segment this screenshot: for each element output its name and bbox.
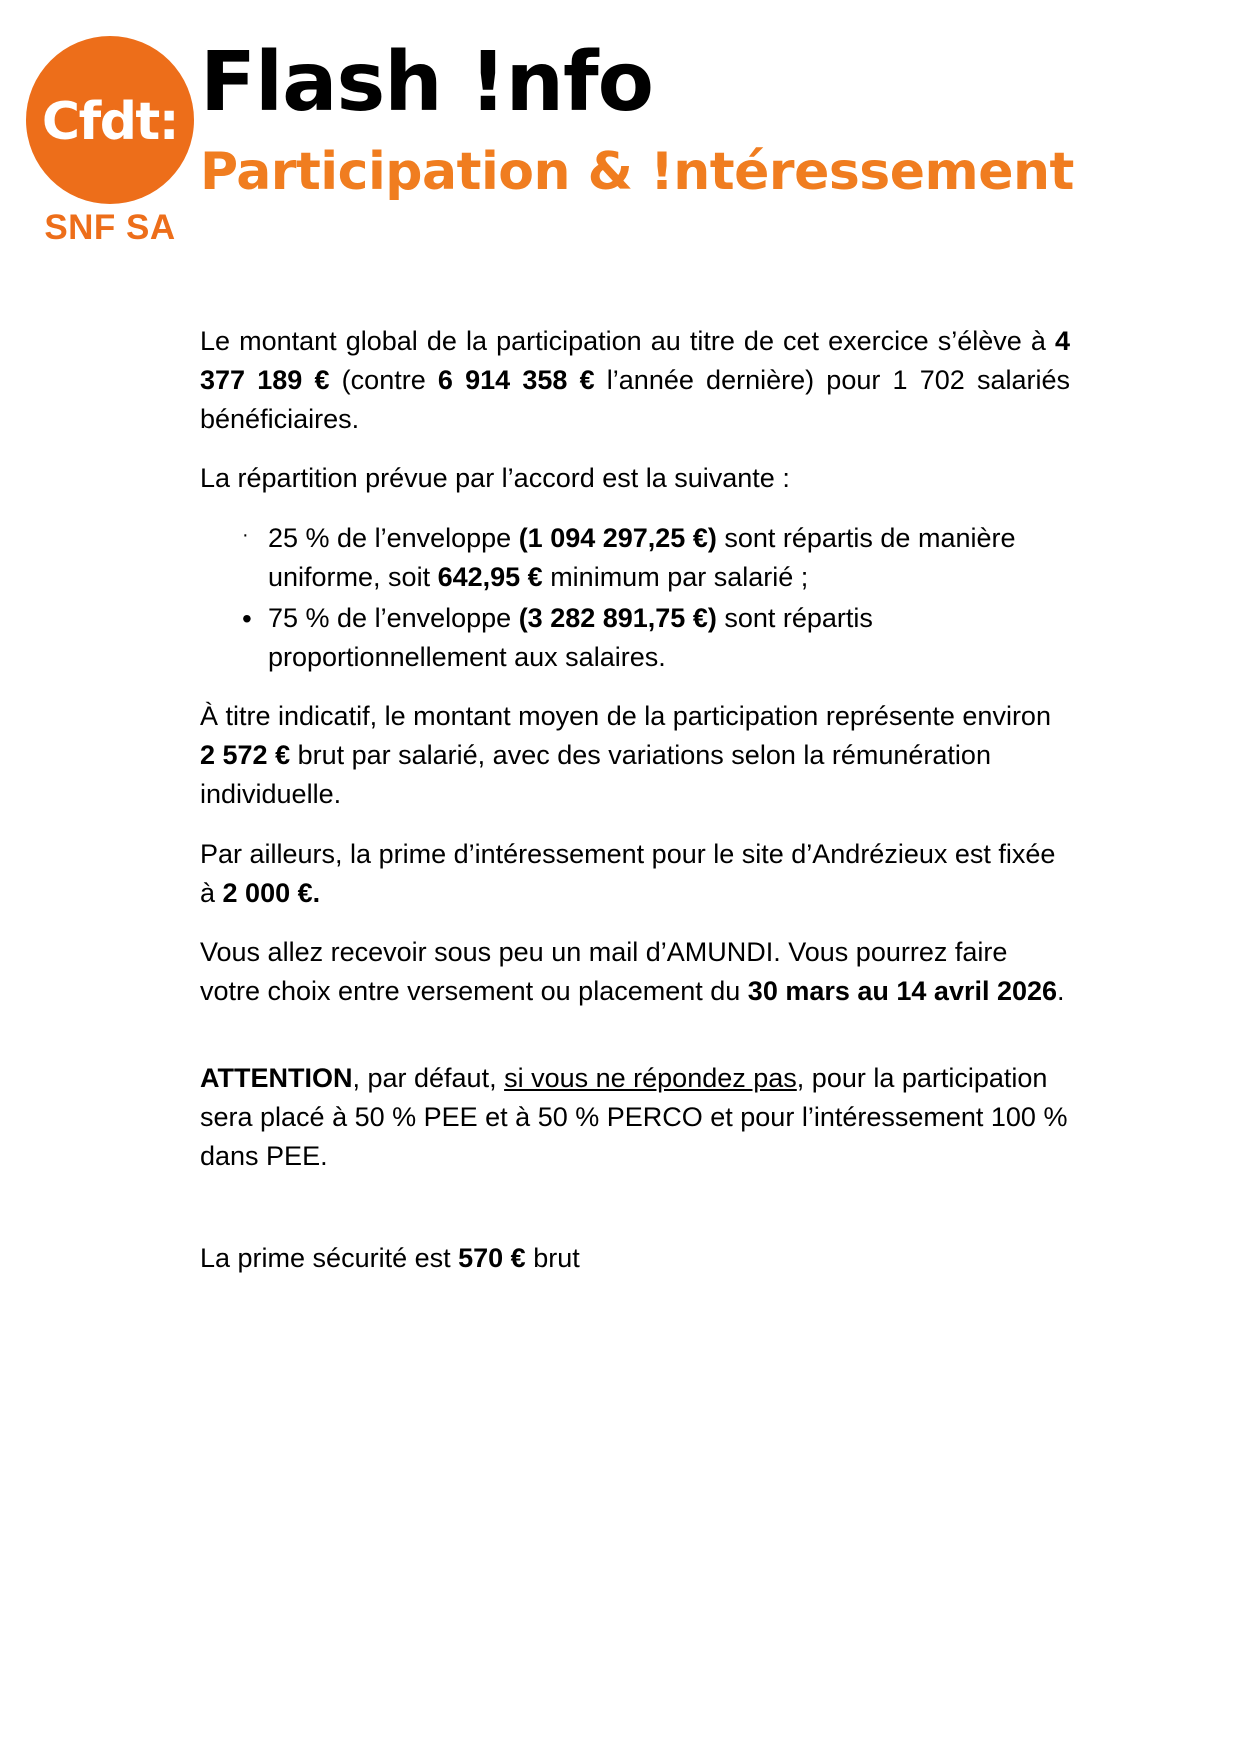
list-item bbox=[200, 599, 1070, 677]
amount-uniform-envelope: (1 094 297,25 €) bbox=[518, 522, 717, 553]
text-segment: minimum par salarié ; bbox=[542, 561, 809, 592]
amount-safety-bonus: 570 € bbox=[458, 1242, 526, 1273]
document-header bbox=[0, 0, 1240, 300]
paragraph-attention-default bbox=[200, 1059, 1070, 1176]
list-item bbox=[200, 519, 1070, 597]
text-segment: , pour la participation sera placé à 50 % PEE et à 50 % PERCO et pour l’intéressement 100 % dans PEE. bbox=[200, 1063, 1068, 1172]
text-segment: . bbox=[1057, 975, 1065, 1006]
text-segment: La répartition prévue par l’accord est la suivante : bbox=[200, 463, 790, 494]
text-segment: Vous allez recevoir sous peu un mail d’AMUNDI. Vous pourrez faire votre choix entre versement ou placement du bbox=[200, 936, 1008, 1006]
title-block bbox=[200, 35, 1210, 203]
paragraph-average-amount bbox=[200, 697, 1070, 814]
amount-uniform-minimum: 642,95 € bbox=[437, 561, 543, 592]
amount-current-year: 4 377 189 € bbox=[200, 326, 1070, 396]
cfdt-logo-block bbox=[20, 36, 200, 245]
paragraph-participation-total bbox=[200, 322, 1070, 439]
text-segment: La prime sécurité est bbox=[200, 1242, 459, 1273]
amount-interessement-bonus: 2 000 €. bbox=[222, 877, 321, 908]
text-segment: Par ailleurs, la prime d’intéressement pour le site d’Andrézieux est fixée à bbox=[200, 838, 1056, 908]
text-segment: l’année dernière) pour 1 702 salariés bénéficiaires. bbox=[200, 365, 1070, 435]
amount-average-per-employee: 2 572 € bbox=[200, 740, 291, 771]
cfdt-wordmark: Cfdt: bbox=[41, 92, 179, 152]
page-subtitle: Participation & !ntéressement bbox=[200, 142, 1074, 203]
document-body bbox=[200, 322, 1070, 1298]
paragraph-prime-securite bbox=[200, 1239, 1070, 1278]
text-segment: 75 % de l’enveloppe bbox=[268, 602, 519, 633]
underlined-warning-text: si vous ne répondez pas bbox=[504, 1063, 797, 1094]
attention-label: ATTENTION bbox=[200, 1063, 353, 1094]
cfdt-logo-circle-icon bbox=[26, 36, 194, 204]
repartition-bullet-list bbox=[200, 519, 1070, 678]
text-segment: 25 % de l’enveloppe bbox=[268, 522, 519, 553]
paragraph-repartition-intro bbox=[200, 459, 1070, 498]
page-title: Flash !nfo bbox=[200, 35, 653, 130]
paragraph-amundi-choice bbox=[200, 933, 1070, 1011]
choice-date-range: 30 mars au 14 avril 2026 bbox=[747, 975, 1058, 1006]
text-segment: , par défaut, bbox=[352, 1063, 505, 1094]
amount-proportional-envelope: (3 282 891,75 €) bbox=[518, 602, 717, 633]
text-segment: brut bbox=[525, 1242, 580, 1273]
paragraph-interessement-andrezieux bbox=[200, 835, 1070, 913]
text-segment: sont répartis de manière uniforme, soit bbox=[268, 522, 1016, 592]
logo-subtitle-snf-sa: SNF SA bbox=[44, 208, 176, 247]
bullet-marker-icon: • bbox=[242, 602, 252, 634]
amount-previous-year: 6 914 358 € bbox=[437, 365, 595, 396]
text-segment: Le montant global de la participation au titre de cet exercice s’élève à bbox=[200, 326, 1055, 356]
text-segment: À titre indicatif, le montant moyen de la participation représente environ bbox=[200, 701, 1051, 732]
text-segment: (contre bbox=[329, 365, 438, 396]
bullet-marker-icon: · bbox=[242, 523, 249, 546]
text-segment: brut par salarié, avec des variations selon la rémunération individuelle. bbox=[200, 740, 991, 810]
text-segment: sont répartis proportionnellement aux salaires. bbox=[268, 602, 873, 672]
